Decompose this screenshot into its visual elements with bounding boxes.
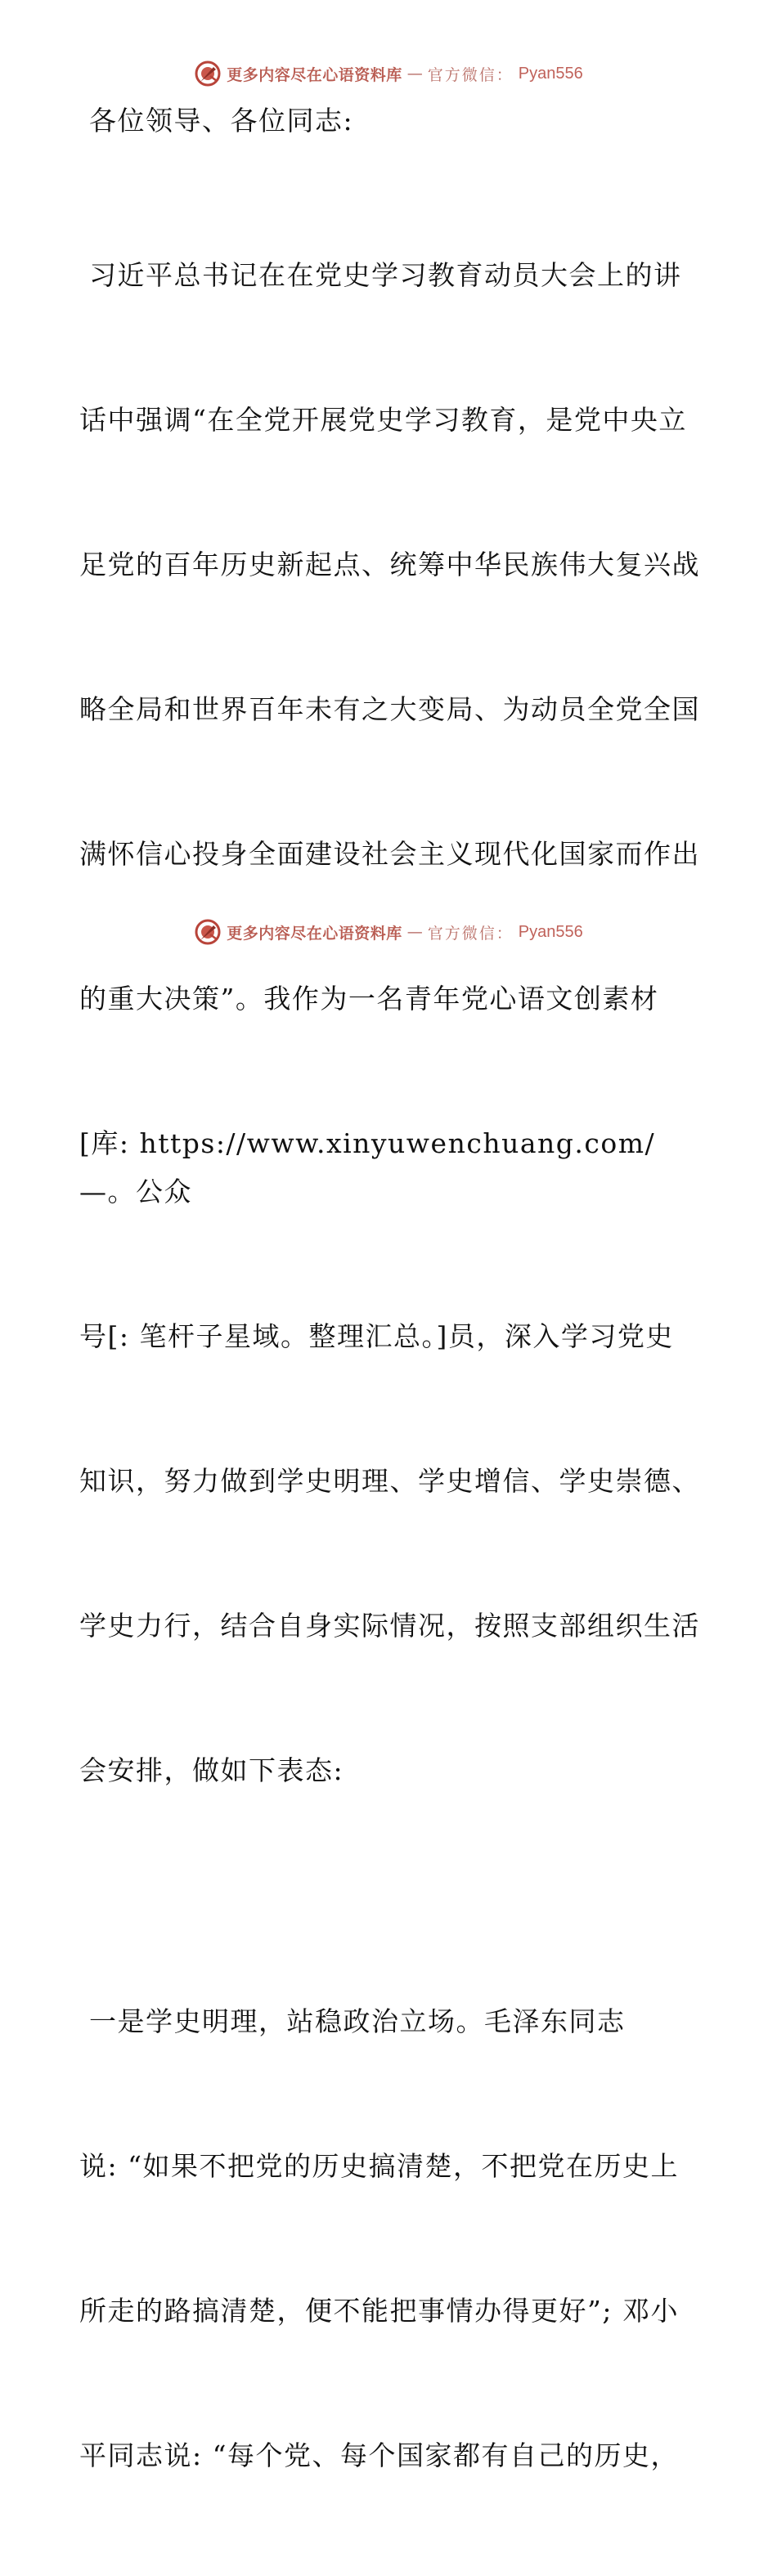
watermark-wechat-id: Pyan556	[518, 64, 583, 83]
quill-logo-icon	[194, 918, 222, 946]
watermark-separator: —	[406, 65, 423, 83]
watermark-brand-text: 更多内容尽在心语资料库	[227, 924, 402, 943]
paragraph-line: 略全局和世界百年未有之大变局、为动员全党全国	[79, 693, 700, 725]
watermark-official-label: 官方微信：	[427, 65, 514, 84]
paragraph-line: 号[: 笔杆子星域。整理汇总。]员，深入学习党史	[79, 1320, 674, 1352]
paragraph-line: 习近平总书记在在党史学习教育动员大会上的讲	[79, 259, 682, 291]
paragraph-line: 满怀信心投身全面建设社会主义现代化国家而作出	[79, 838, 700, 870]
paragraph-line: 一是学史明理，站稳政治立场。毛泽东同志	[79, 2005, 626, 2037]
watermark-official-label: 官方微信：	[427, 924, 514, 943]
footer-watermark-banner	[0, 916, 777, 948]
document-body	[79, 96, 701, 2576]
paragraph-line: 平同志说: “每个党、每个国家都有自己的历史，	[79, 2439, 679, 2471]
paragraph-line: [库: https://www.xinyuwenchuang.com/—。公众	[79, 1127, 656, 1207]
paragraph-line: 的重大决策”。我作为一名青年党心语文创素材	[79, 983, 659, 1015]
paragraph-line: 会安排，做如下表态:	[79, 1754, 344, 1786]
paragraph-line: 说: “如果不把党的历史搞清楚，不把党在历史上	[79, 2150, 679, 2182]
watermark-wechat-id: Pyan556	[518, 922, 583, 941]
greeting-line: 各位领导、各位同志:	[79, 105, 354, 137]
paragraph-line: 所走的路搞清楚，便不能把事情办得更好”; 邓小	[79, 2295, 679, 2327]
paragraph-line: 足党的百年历史新起点、统筹中华民族伟大复兴战	[79, 549, 700, 580]
watermark-separator: —	[406, 923, 423, 941]
paragraph-2	[79, 1901, 701, 2576]
paragraph-line: 学史力行，结合自身实际情况，按照支部组织生活	[79, 1610, 700, 1642]
quill-logo-icon	[194, 60, 222, 87]
header-watermark-banner	[0, 57, 777, 90]
paragraph-line: 知识，努力做到学史明理、学史增信、学史崇德、	[79, 1465, 700, 1497]
paragraph-1	[79, 155, 701, 1891]
watermark-brand-text: 更多内容尽在心语资料库	[227, 65, 402, 84]
paragraph-line: 话中强调“在全党开展党史学习教育，是党中央立	[79, 404, 687, 436]
